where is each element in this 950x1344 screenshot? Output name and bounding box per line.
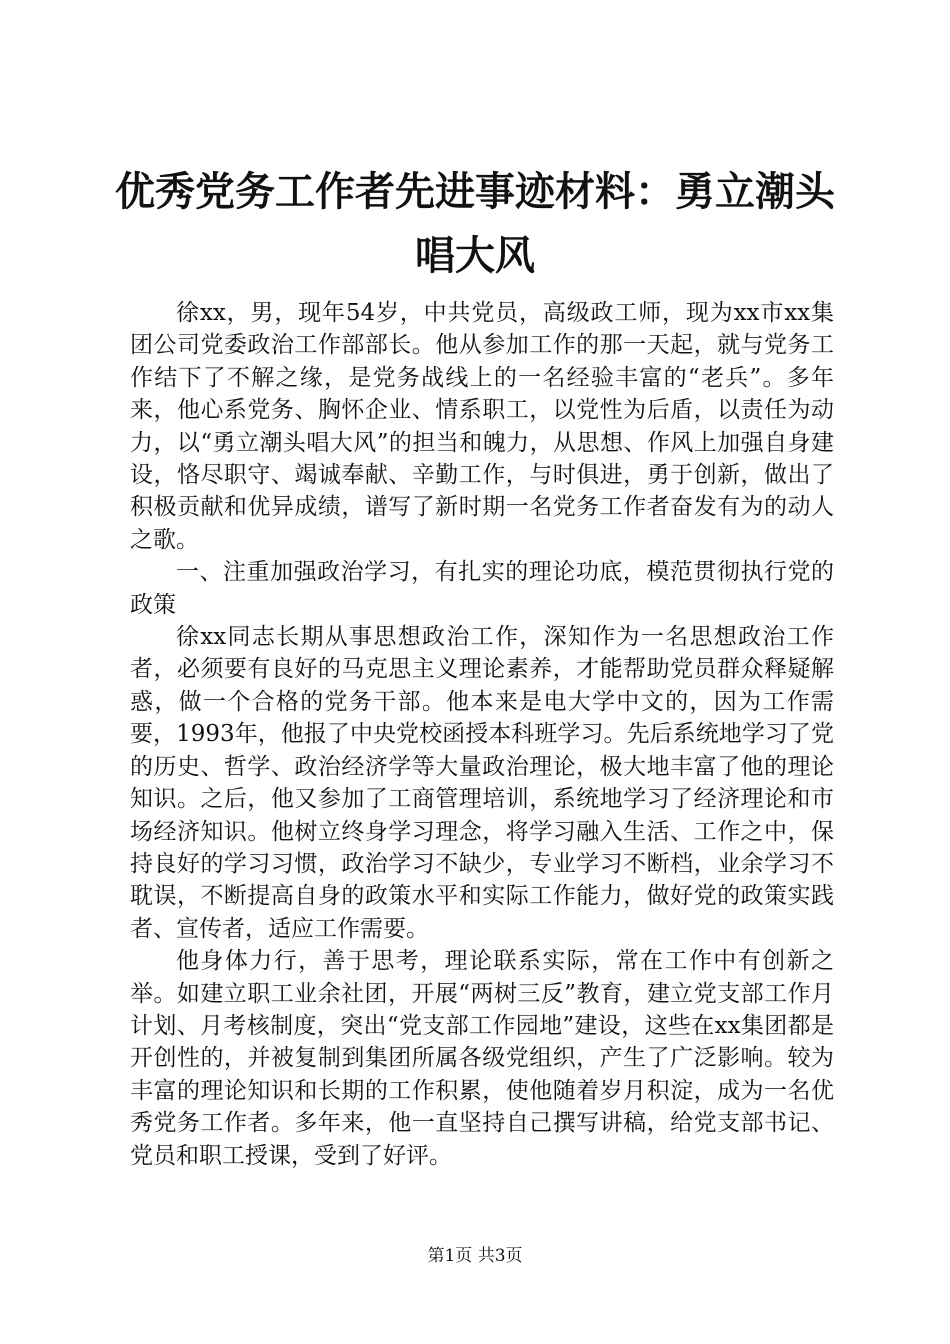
page-number-footer: 第1页 共3页 <box>427 1246 523 1266</box>
paragraph-intro: 徐xx，男，现年54岁，中共党员，高级政工师，现为xx市xx集团公司党委政治工作部部长。他从参加工作的那一天起，就与党务工作结下了不解之缘，是党务战线上的一名经验丰富的“老兵”。多年来，他心系党务、胸怀企业、情系职工，以党性为后盾，以责任为动力，以“勇立潮头唱大风”的担当和魄力，从思想、作风上加强自身建设，恪尽职守、竭诚奉献、辛勤工作，与时俱进，勇于创新，做出了积极贡献和优异成绩，谱写了新时期一名党务工作者奋发有为的动人之歌。 <box>130 300 834 553</box>
paragraph-study: 徐xx同志长期从事思想政治工作，深知作为一名思想政治工作者，必须要有良好的马克思主义理论素养，才能帮助党员群众释疑解惑，做一个合格的党务干部。他本来是电大学中文的，因为工作需要，1993年，他报了中央党校函授本科班学习。先后系统地学习了党的历史、哲学、政治经济学等大量政治理论，极大地丰富了他的理论知识。之后，他又参加了工商管理培训，系统地学习了经济理论和市场经济知识。他树立终身学习理念，将学习融入生活、工作之中，保持良好的学习习惯，政治学习不缺少，专业学习不断档，业余学习不耽误，不断提高自身的政策水平和实际工作能力，做好党的政策实践者、宣传者，适应工作需要。 <box>130 624 834 942</box>
section-heading-1: 一、注重加强政治学习，有扎实的理论功底，模范贯彻执行党的政策 <box>130 559 834 618</box>
document-title: 优秀党务工作者先进事迹材料：勇立潮头唱大风 <box>115 168 835 279</box>
document-body <box>130 297 834 1172</box>
paragraph-innovation: 他身体力行，善于思考，理论联系实际，常在工作中有创新之举。如建立职工业余社团，开展“两树三反”教育，建立党支部工作月计划、月考核制度，突出“党支部工作园地”建设，这些在xx集团都是开创性的，并被复制到集团所属各级党组织，产生了广泛影响。较为丰富的理论知识和长期的工作积累，使他随着岁月积淀，成为一名优秀党务工作者。多年来，他一直坚持自己撰写讲稿，给党支部书记、党员和职工授课，受到了好评。 <box>130 948 834 1169</box>
